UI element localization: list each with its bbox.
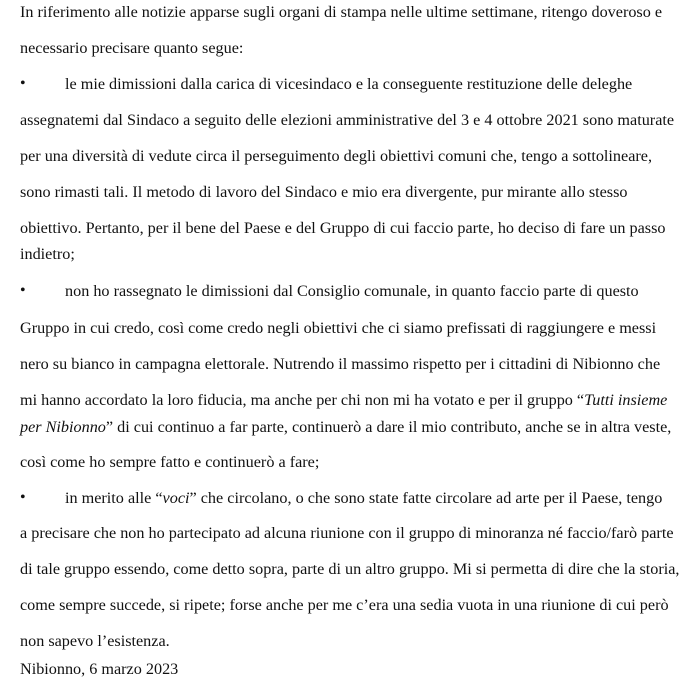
place-and-date: Nibionno, 6 marzo 2023 xyxy=(20,660,179,678)
bullet-item-2-first-line xyxy=(20,281,639,301)
paragraph-2-line-3: nero su bianco in campagna elettorale. Nutrendo il massimo rispetto per i cittadini di Nibionno che xyxy=(20,355,661,373)
paragraph-1-line-6: indietro; xyxy=(20,245,75,263)
bullet-item-1-first-line xyxy=(20,74,633,94)
paragraph-1-line-3: per una diversità di vedute circa il perseguimento degli obiettivi comuni che, tengo a sottolineare, xyxy=(20,147,653,165)
paragraph-3-line-1 xyxy=(65,488,663,508)
paragraph-2-line-5-text: ” di cui continuo a far parte, continuerò a dare il mio contributo, anche se in altra veste, xyxy=(105,418,672,436)
paragraph-1-line-5: obiettivo. Pertanto, per il bene del Paese e del Gruppo di cui faccio parte, ho deciso di fare un passo xyxy=(20,219,666,237)
paragraph-3-line-2: a precisare che non ho partecipato ad alcuna riunione con il gruppo di minoranza né faccio/farò parte xyxy=(20,524,674,542)
paragraph-1-line-2: assegnatemi dal Sindaco a seguito delle elezioni amministrative del 3 e 4 ottobre 2021 sono maturate xyxy=(20,111,675,129)
paragraph-3-line-5: non sapevo l’esistenza. xyxy=(20,632,170,650)
bullet-icon: • xyxy=(20,75,26,92)
paragraph-2-line-5 xyxy=(20,417,672,437)
paragraph-3-line-1-start: in merito alle “ xyxy=(65,489,163,507)
paragraph-1-line-4: sono rimasti tali. Il metodo di lavoro del Sindaco e mio era divergente, pur mirante allo stesso xyxy=(20,183,628,201)
voci-italic: voci xyxy=(162,489,190,507)
paragraph-2-line-6: così come ho sempre fatto e continuerò a fare; xyxy=(20,453,320,471)
paragraph-2-line-4 xyxy=(20,390,668,410)
paragraph-1-line-1: le mie dimissioni dalla carica di vicesindaco e la conseguente restituzione delle deleghe xyxy=(65,75,633,93)
paragraph-2-line-2: Gruppo in cui credo, così come credo negli obiettivi che ci siamo prefissati di raggiungere e messi xyxy=(20,319,657,337)
group-name-italic-part-2: per Nibionno xyxy=(20,418,106,436)
paragraph-2-line-1: non ho rassegnato le dimissioni dal Consiglio comunale, in quanto faccio parte di questo xyxy=(65,282,639,300)
bullet-item-3-first-line xyxy=(20,488,663,508)
intro-line-1: In riferimento alle notizie apparse sugli organi di stampa nelle ultime settimane, ritengo doveroso e xyxy=(20,3,663,21)
paragraph-2-line-4-text: mi hanno accordato la loro fiducia, ma anche per chi non mi ha votato e per il gruppo “ xyxy=(20,391,585,409)
paragraph-3-line-3: di tale gruppo essendo, come detto sopra, parte di un altro gruppo. Mi si permetta di dire che la storia, xyxy=(20,560,679,578)
paragraph-3-line-4: come sempre succede, si ripete; forse anche per me c’era una sedia vuota in una riunione di cui però xyxy=(20,596,669,614)
intro-line-2: necessario precisare quanto segue: xyxy=(20,39,244,57)
bullet-icon: • xyxy=(20,282,26,299)
group-name-italic-part-1: Tutti insieme xyxy=(584,391,668,409)
paragraph-3-line-1-end: ” che circolano, o che sono state fatte circolare ad arte per il Paese, tengo xyxy=(189,489,663,507)
bullet-icon: • xyxy=(20,489,26,506)
